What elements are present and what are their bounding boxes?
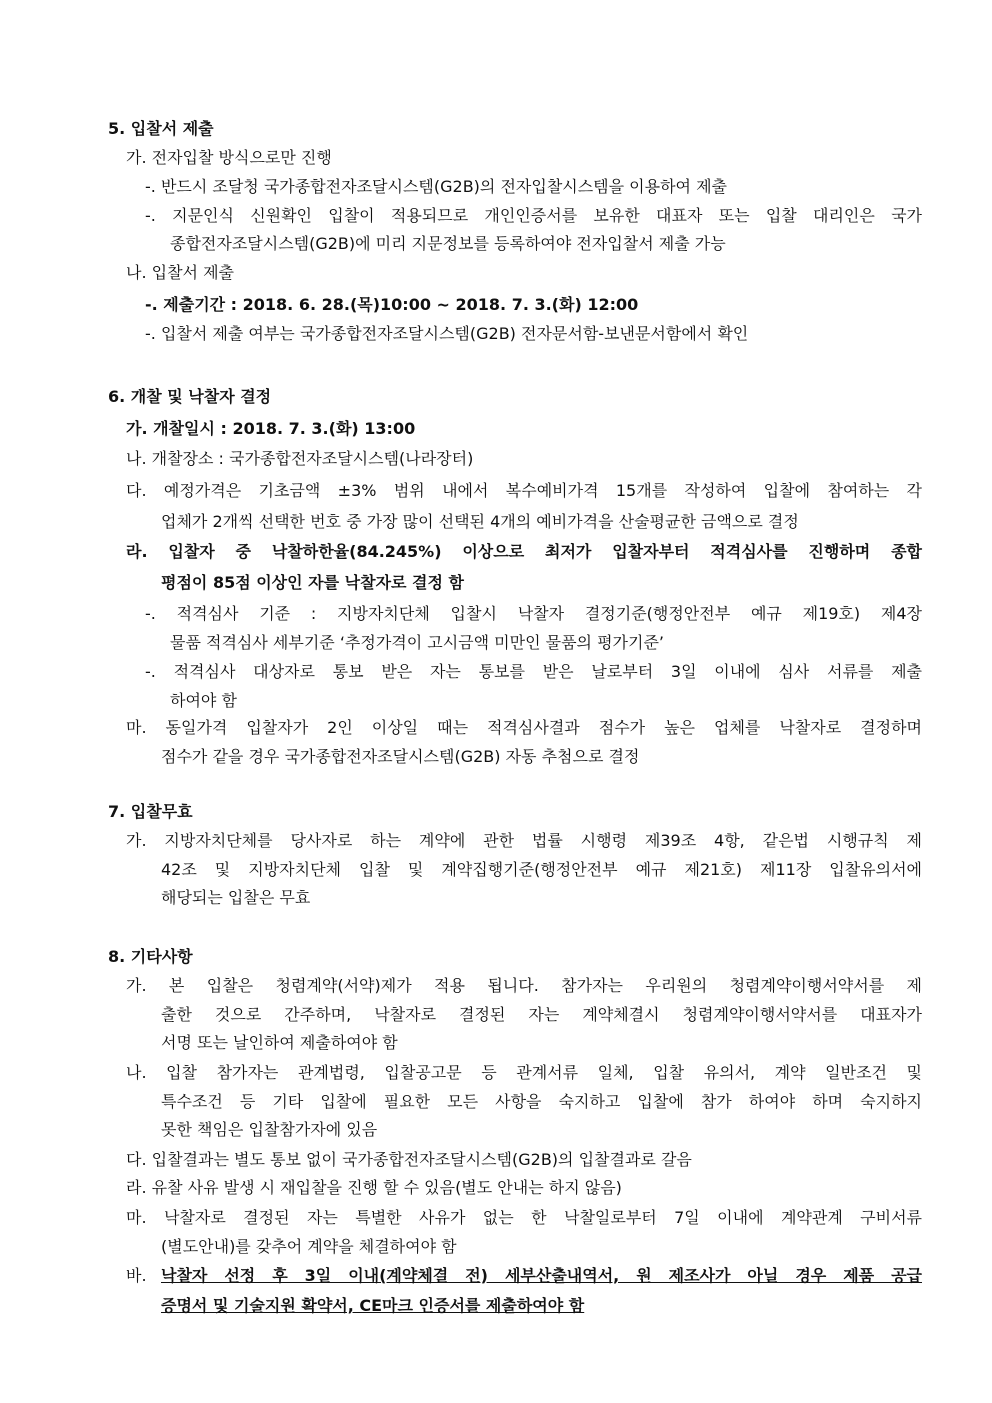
sec5-na-bullet-1: -. 제출기간 : 2018. 6. 28.(목)10:00 ~ 2018. 7. 3.(화) 12:00	[145, 295, 639, 314]
sec8-item-ba-cont: 증명서 및 기술지원 확약서, CE마크 인증서를 제출하여야 함	[161, 1296, 585, 1315]
sec6-item-ra-cont: 평점이 85점 이상인 자를 낙찰자로 결정 함	[161, 573, 464, 592]
sec8-item-ga: 가. 본 입찰은 청렴계약(서약)제가 적용 됩니다. 참가자는 우리원의 청렴계약이행서약서를 제	[126, 976, 922, 995]
sec5-ga-bullet-2-cont: 종합전자조달시스템(G2B)에 미리 지문정보를 등록하여야 전자입찰서 제출 가능	[170, 234, 726, 253]
sec8-item-na-cont-2: 못한 책임은 입찰참가자에 있음	[161, 1120, 378, 1139]
sec7-item-ga-cont-2: 해당되는 입찰은 무효	[161, 888, 311, 907]
sec6-item-ra: 라. 입찰자 중 낙찰하한율(84.245%) 이상으로 최저가 입찰자부터 적격심사를 진행하며 종합	[126, 542, 922, 561]
sec7-item-ga: 가. 지방자치단체를 당사자로 하는 계약에 관한 법률 시행령 제39조 4항, 같은법 시행규칙 제	[126, 831, 922, 850]
sec8-item-ra: 라. 유찰 사유 발생 시 재입찰을 진행 할 수 있음(별도 안내는 하지 않음)	[126, 1178, 622, 1197]
sec8-item-ma-cont: (별도안내)를 갖추어 계약을 체결하여야 함	[161, 1237, 457, 1256]
sec5-item-na: 나. 입찰서 제출	[126, 263, 234, 282]
sec8-item-ga-cont-2: 서명 또는 날인하여 제출하여야 함	[161, 1033, 398, 1052]
sec8-item-da: 다. 입찰결과는 별도 통보 없이 국가종합전자조달시스템(G2B)의 입찰결과로 갈음	[126, 1150, 692, 1169]
sec6-item-da: 다. 예정가격은 기초금액 ±3% 범위 내에서 복수예비가격 15개를 작성하여 입찰에 참여하는 각	[126, 481, 922, 500]
sec6-ra-bullet-1: -. 적격심사 기준 : 지방자치단체 입찰시 낙찰자 결정기준(행정안전부 예규 제19호) 제4장	[145, 604, 922, 623]
sec8-item-ga-cont-1: 출한 것으로 간주하며, 낙찰자로 결정된 자는 계약체결시 청렴계약이행서약서를 대표자가	[161, 1005, 922, 1024]
sec6-item-na: 나. 개찰장소 : 국가종합전자조달시스템(나라장터)	[126, 449, 474, 468]
sec5-item-ga: 가. 전자입찰 방식으로만 진행	[126, 148, 332, 167]
sec7-item-ga-cont-1: 42조 및 지방자치단체 입찰 및 계약집행기준(행정안전부 예규 제21호) 제11장 입찰유의서에	[161, 860, 922, 879]
section-6-title: 6. 개찰 및 낙찰자 결정	[108, 387, 272, 406]
sec8-item-na-cont-1: 특수조건 등 기타 입찰에 필요한 모든 사항을 숙지하고 입찰에 참가 하여야 하며 숙지하지	[161, 1092, 922, 1111]
sec6-item-ma-cont: 점수가 같을 경우 국가종합전자조달시스템(G2B) 자동 추첨으로 결정	[161, 747, 640, 766]
sec8-item-ba: 낙찰자 선정 후 3일 이내(계약체결 전) 세부산출내역서, 원 제조사가 아닐 경우 제품 공급	[161, 1266, 922, 1285]
sec5-na-bullet-2: -. 입찰서 제출 여부는 국가종합전자조달시스템(G2B) 전자문서함-보낸문서함에서 확인	[145, 324, 749, 343]
sec5-ga-bullet-2: -. 지문인식 신원확인 입찰이 적용되므로 개인인증서를 보유한 대표자 또는 입찰 대리인은 국가	[145, 206, 922, 225]
sec6-item-ma: 마. 동일가격 입찰자가 2인 이상일 때는 적격심사결과 점수가 높은 업체를 낙찰자로 결정하며	[126, 718, 922, 737]
sec5-ga-bullet-1: -. 반드시 조달청 국가종합전자조달시스템(G2B)의 전자입찰시스템을 이용하여 제출	[145, 177, 728, 196]
section-5-title: 5. 입찰서 제출	[108, 119, 214, 138]
sec6-ra-bullet-2-cont: 하여야 함	[170, 691, 237, 710]
sec8-item-ma: 마. 낙찰자로 결정된 자는 특별한 사유가 없는 한 낙찰일로부터 7일 이내에 계약관계 구비서류	[126, 1208, 922, 1227]
sec6-ra-bullet-1-cont: 물품 적격심사 세부기준 ‘추정가격이 고시금액 미만인 물품의 평가기준’	[170, 633, 664, 652]
sec6-ra-bullet-2: -. 적격심사 대상자로 통보 받은 자는 통보를 받은 날로부터 3일 이내에 심사 서류를 제출	[145, 662, 922, 681]
sec8-item-na: 나. 입찰 참가자는 관계법령, 입찰공고문 등 관계서류 일체, 입찰 유의서, 계약 일반조건 및	[126, 1063, 922, 1082]
section-7-title: 7. 입찰무효	[108, 802, 193, 821]
section-8-title: 8. 기타사항	[108, 947, 193, 966]
sec6-item-da-cont: 업체가 2개씩 선택한 번호 중 가장 많이 선택된 4개의 예비가격을 산술평균한 금액으로 결정	[161, 512, 799, 531]
sec8-item-ba-prefix: 바.	[126, 1266, 147, 1285]
sec6-item-ga: 가. 개찰일시 : 2018. 7. 3.(화) 13:00	[126, 419, 416, 438]
